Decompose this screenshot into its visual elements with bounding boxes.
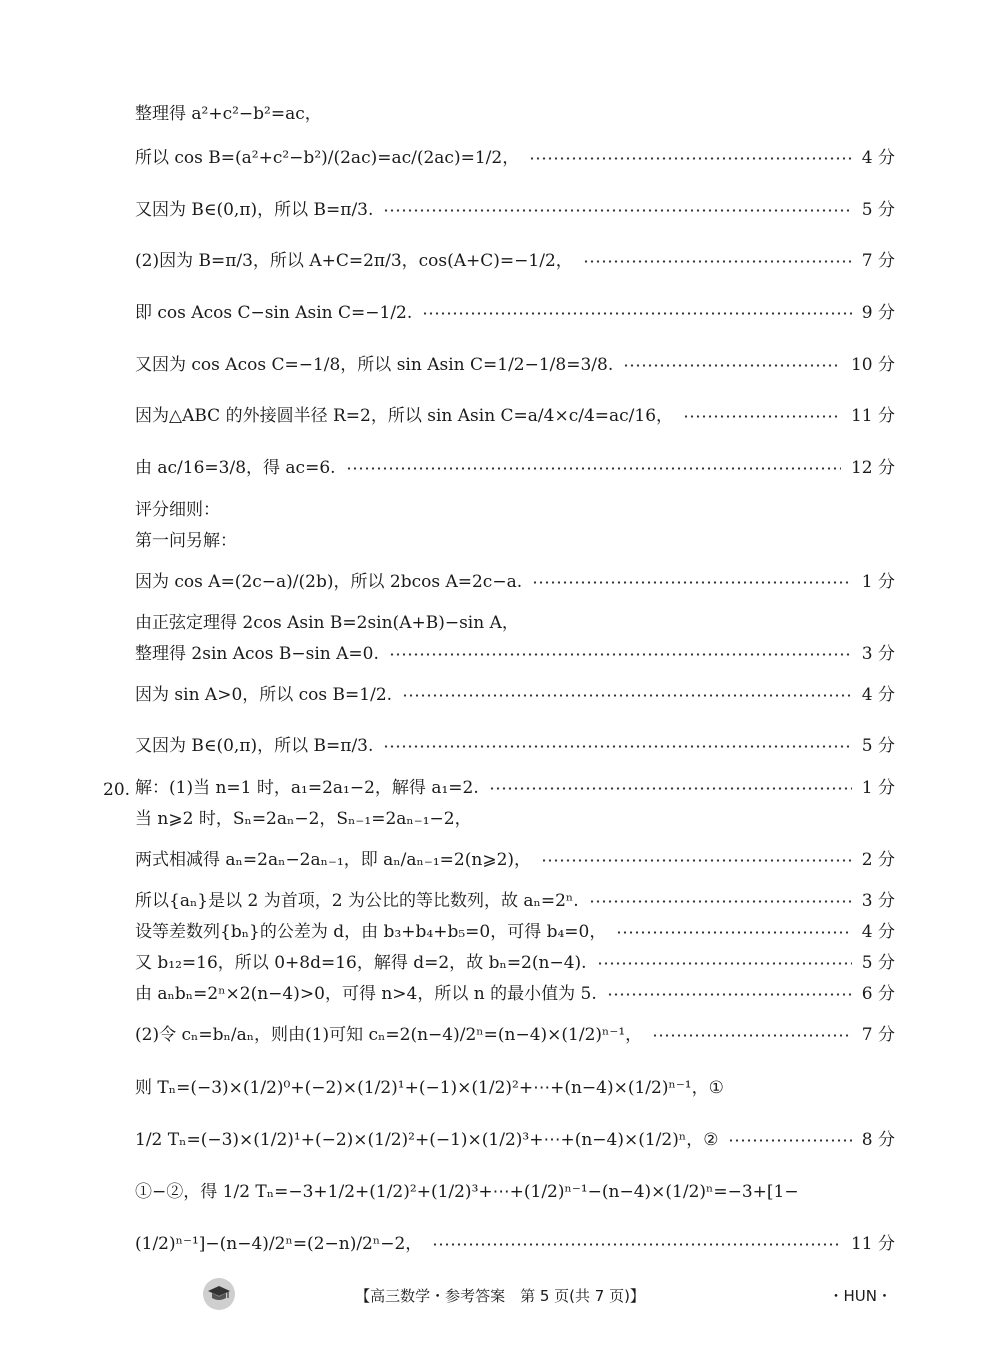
line-text: 所以{aₙ}是以 2 为首项，2 为公比的等比数列，故 aₙ=2ⁿ. (135, 891, 579, 911)
line-10 (135, 533, 895, 550)
score-label: 1 分 (861, 778, 895, 798)
dot-leader (432, 1243, 841, 1246)
dot-leader (422, 312, 852, 315)
footer-code: ・HUN・ (828, 1287, 892, 1305)
line-text: 因为△ABC 的外接圆半径 R=2，所以 sin Asin C=a/4×c/4=ac/16， (135, 406, 674, 426)
dot-leader (529, 157, 852, 160)
line-8 (135, 460, 895, 477)
line-21 (135, 955, 895, 972)
line-12 (135, 615, 895, 632)
line-text: 所以 cos B=(a²+c²−b²)/(2ac)=ac/(2ac)=1/2， (135, 148, 520, 168)
line-text: 又因为 cos Acos C=−1/8，所以 sin Asin C=1/2−1/8=3/8. (135, 355, 614, 375)
line-text: ①−②，得 1/2 Tₙ=−3+1/2+(1/2)²+(1/2)³+⋯+(1/2)ⁿ⁻¹−(n−4)×(1/2)ⁿ=−3+[1− (135, 1182, 799, 1202)
line-text: 设等差数列{bₙ}的公差为 d，由 b₃+b₄+b₅=0，可得 b₄=0， (135, 922, 607, 942)
line-text: 由 aₙbₙ=2ⁿ×2(n−4)>0，可得 n>4，所以 n 的最小值为 5. (135, 984, 597, 1004)
line-27 (135, 1236, 895, 1253)
line-24 (135, 1080, 895, 1097)
line-text: 1/2 Tₙ=(−3)×(1/2)¹+(−2)×(1/2)²+(−1)×(1/2)³+⋯+(n−4)×(1/2)ⁿ，② (135, 1130, 719, 1150)
line-6 (135, 357, 895, 374)
line-1 (135, 106, 895, 123)
dot-leader (532, 581, 852, 584)
line-18 (135, 852, 895, 869)
line-text: 由 ac/16=3/8，得 ac=6. (135, 458, 336, 478)
line-15 (135, 738, 895, 755)
line-text: 因为 cos A=(2c−a)/(2b)，所以 2bcos A=2c−a. (135, 572, 523, 592)
score-label: 7 分 (861, 1025, 895, 1045)
score-label: 3 分 (861, 891, 895, 911)
line-3 (135, 202, 895, 219)
line-text: 整理得 a²+c²−b²=ac， (135, 104, 322, 124)
line-text: 解：(1)当 n=1 时，a₁=2a₁−2，解得 a₁=2. (135, 778, 479, 798)
line-text: 第一问另解： (135, 531, 237, 551)
line-text: 评分细则： (135, 500, 220, 520)
score-label: 11 分 (850, 1234, 895, 1254)
score-label: 10 分 (850, 355, 895, 375)
score-label: 4 分 (861, 685, 895, 705)
line-16 (135, 780, 895, 797)
dot-leader (583, 260, 852, 263)
line-text: (2)令 cₙ=bₙ/aₙ，则由(1)可知 cₙ=2(n−4)/2ⁿ=(n−4)×(1/2)ⁿ⁻¹， (135, 1025, 643, 1045)
score-label: 5 分 (861, 953, 895, 973)
line-17 (135, 811, 895, 828)
score-label: 5 分 (861, 200, 895, 220)
problem-number: 20. (103, 780, 131, 800)
dot-leader (589, 900, 852, 903)
dot-leader (389, 653, 852, 656)
score-label: 4 分 (861, 922, 895, 942)
line-text: 又因为 B∈(0,π)，所以 B=π/3. (135, 200, 374, 220)
line-text: 整理得 2sin Acos B−sin A=0. (135, 644, 379, 664)
dot-leader (683, 415, 841, 418)
line-11 (135, 574, 895, 591)
line-26 (135, 1184, 895, 1201)
line-25 (135, 1132, 895, 1149)
score-label: 5 分 (861, 736, 895, 756)
score-label: 1 分 (861, 572, 895, 592)
dot-leader (489, 787, 852, 790)
line-text: 由正弦定理得 2cos Asin B=2sin(A+B)−sin A， (135, 613, 519, 633)
dot-leader (597, 962, 852, 965)
score-label: 8 分 (861, 1130, 895, 1150)
line-text: (1/2)ⁿ⁻¹]−(n−4)/2ⁿ=(2−n)/2ⁿ−2， (135, 1234, 423, 1254)
score-label: 3 分 (861, 644, 895, 664)
score-label: 6 分 (861, 984, 895, 1004)
dot-leader (623, 364, 841, 367)
line-text: 又因为 B∈(0,π)，所以 B=π/3. (135, 736, 374, 756)
dot-leader (346, 467, 841, 470)
score-label: 2 分 (861, 850, 895, 870)
line-4 (135, 253, 895, 270)
footer-page-info: 【高三数学・参考答案 第 5 页(共 7 页)】 (355, 1287, 645, 1305)
line-text: 则 Tₙ=(−3)×(1/2)⁰+(−2)×(1/2)¹+(−1)×(1/2)²+⋯+(n−4)×(1/2)ⁿ⁻¹，① (135, 1078, 724, 1098)
line-13 (135, 646, 895, 663)
line-9 (135, 502, 895, 519)
line-5 (135, 305, 895, 322)
dot-leader (616, 931, 851, 934)
score-label: 7 分 (861, 251, 895, 271)
page-footer (0, 1283, 1000, 1307)
line-text: 当 n⩾2 时，Sₙ=2aₙ−2，Sₙ₋₁=2aₙ₋₁−2， (135, 809, 472, 829)
dot-leader (402, 694, 852, 697)
score-label: 12 分 (850, 458, 895, 478)
score-label: 9 分 (861, 303, 895, 323)
line-20 (135, 924, 895, 941)
line-14 (135, 687, 895, 704)
line-text: 又 b₁₂=16，所以 0+8d=16，解得 d=2，故 bₙ=2(n−4). (135, 953, 587, 973)
dot-leader (728, 1139, 851, 1142)
line-text: (2)因为 B=π/3，所以 A+C=2π/3，cos(A+C)=−1/2， (135, 251, 573, 271)
dot-leader (383, 745, 851, 748)
line-23 (135, 1027, 895, 1044)
dot-leader (383, 209, 851, 212)
line-text: 因为 sin A>0，所以 cos B=1/2. (135, 685, 393, 705)
score-label: 11 分 (850, 406, 895, 426)
dot-leader (652, 1034, 852, 1037)
line-2 (135, 150, 895, 167)
line-text: 两式相减得 aₙ=2aₙ−2aₙ₋₁，即 aₙ/aₙ₋₁=2(n⩾2)， (135, 850, 532, 870)
line-19 (135, 893, 895, 910)
dot-leader (541, 859, 852, 862)
score-label: 4 分 (861, 148, 895, 168)
line-7 (135, 408, 895, 425)
dot-leader (607, 993, 852, 996)
line-22 (135, 986, 895, 1003)
line-text: 即 cos Acos C−sin Asin C=−1/2. (135, 303, 413, 323)
